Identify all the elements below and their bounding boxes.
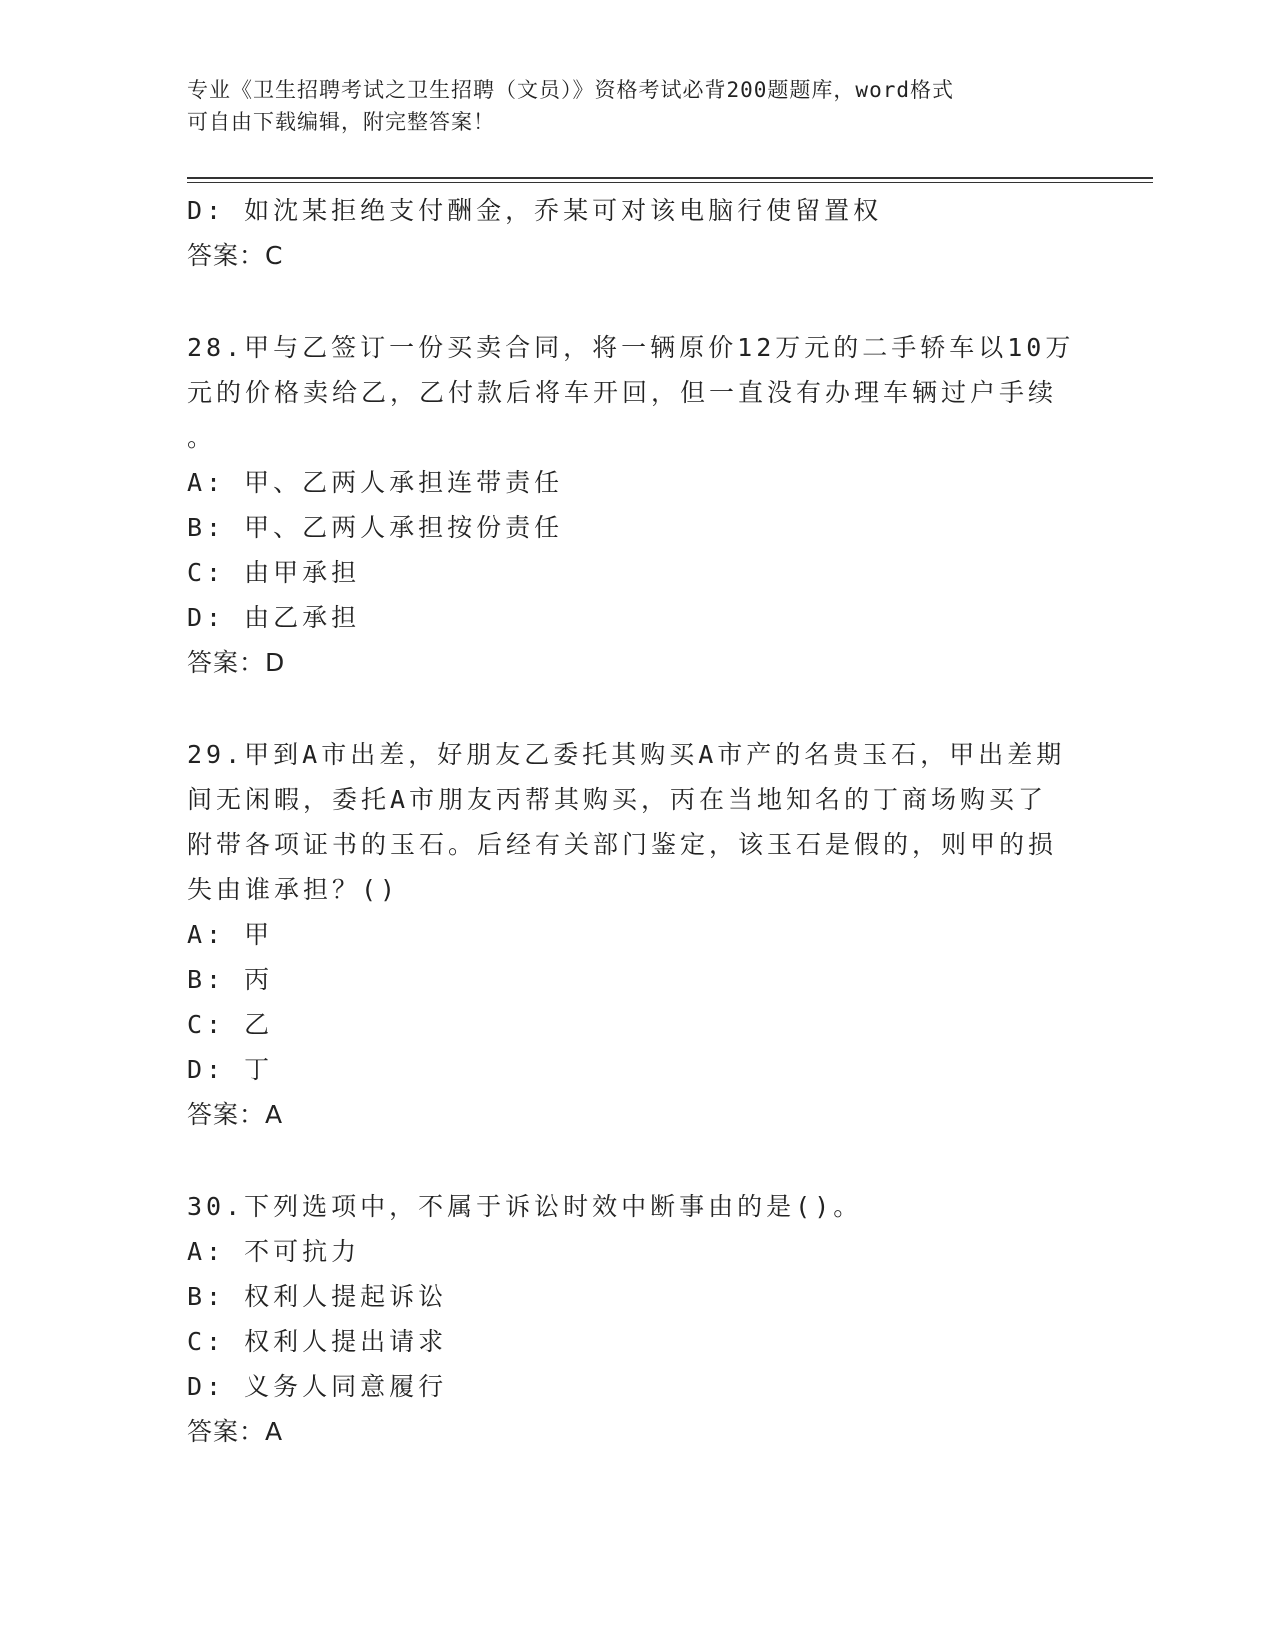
page-header <box>187 74 1067 138</box>
question-30 <box>187 1184 1087 1454</box>
question-29-option-a: A: 甲 <box>187 920 274 949</box>
question-30-option-d: D: 义务人同意履行 <box>187 1372 448 1401</box>
header-line-2: 可自由下载编辑，附完整答案！ <box>187 110 495 134</box>
question-29-option-b: B: 丙 <box>187 965 274 994</box>
question-29 <box>187 732 1087 1137</box>
question-30-option-b: B: 权利人提起诉讼 <box>187 1282 448 1311</box>
question-30-line-1: 30.下列选项中，不属于诉讼时效中断事由的是()。 <box>187 1192 863 1221</box>
prev-answer: 答案：C <box>187 241 284 270</box>
question-30-answer: 答案：A <box>187 1417 284 1446</box>
question-29-option-c: C: 乙 <box>187 1010 274 1039</box>
question-29-line-1: 29.甲到A市出差，好朋友乙委托其购买A市产的名贵玉石，甲出差期 <box>187 740 1066 769</box>
question-29-answer: 答案：A <box>187 1100 284 1129</box>
header-rule-thick <box>187 177 1153 179</box>
spacer <box>187 1137 1087 1184</box>
question-28-option-c: C: 由甲承担 <box>187 558 361 587</box>
header-line-1: 专业《卫生招聘考试之卫生招聘（文员）》资格考试必背200题题库，word格式 <box>187 78 954 102</box>
spacer <box>187 278 1087 325</box>
question-28-line-1: 28.甲与乙签订一份买卖合同，将一辆原价12万元的二手轿车以10万 <box>187 333 1075 362</box>
question-30-option-c: C: 权利人提出请求 <box>187 1327 448 1356</box>
question-28-option-b: B: 甲、乙两人承担按份责任 <box>187 513 564 542</box>
spacer <box>187 685 1087 732</box>
question-28-option-a: A: 甲、乙两人承担连带责任 <box>187 468 564 497</box>
question-29-line-4: 失由谁承担？() <box>187 875 400 904</box>
question-30-option-a: A: 不可抗力 <box>187 1237 361 1266</box>
question-28-answer: 答案：D <box>187 648 286 677</box>
question-28-line-3: 。 <box>187 423 217 452</box>
prev-option-d: D: 如沈某拒绝支付酬金，乔某可对该电脑行使留置权 <box>187 196 883 225</box>
question-29-line-3: 附带各项证书的玉石。后经有关部门鉴定，该玉石是假的，则甲的损 <box>187 830 1058 859</box>
question-28 <box>187 325 1087 685</box>
document-body <box>187 188 1087 1454</box>
question-29-line-2: 间无闲暇，委托A市朋友丙帮其购买，丙在当地知名的丁商场购买了 <box>187 785 1048 814</box>
header-rule-thin <box>187 182 1153 183</box>
question-28-option-d: D: 由乙承担 <box>187 603 361 632</box>
question-29-option-d: D: 丁 <box>187 1055 274 1084</box>
question-28-line-2: 元的价格卖给乙，乙付款后将车开回，但一直没有办理车辆过户手续 <box>187 378 1058 407</box>
